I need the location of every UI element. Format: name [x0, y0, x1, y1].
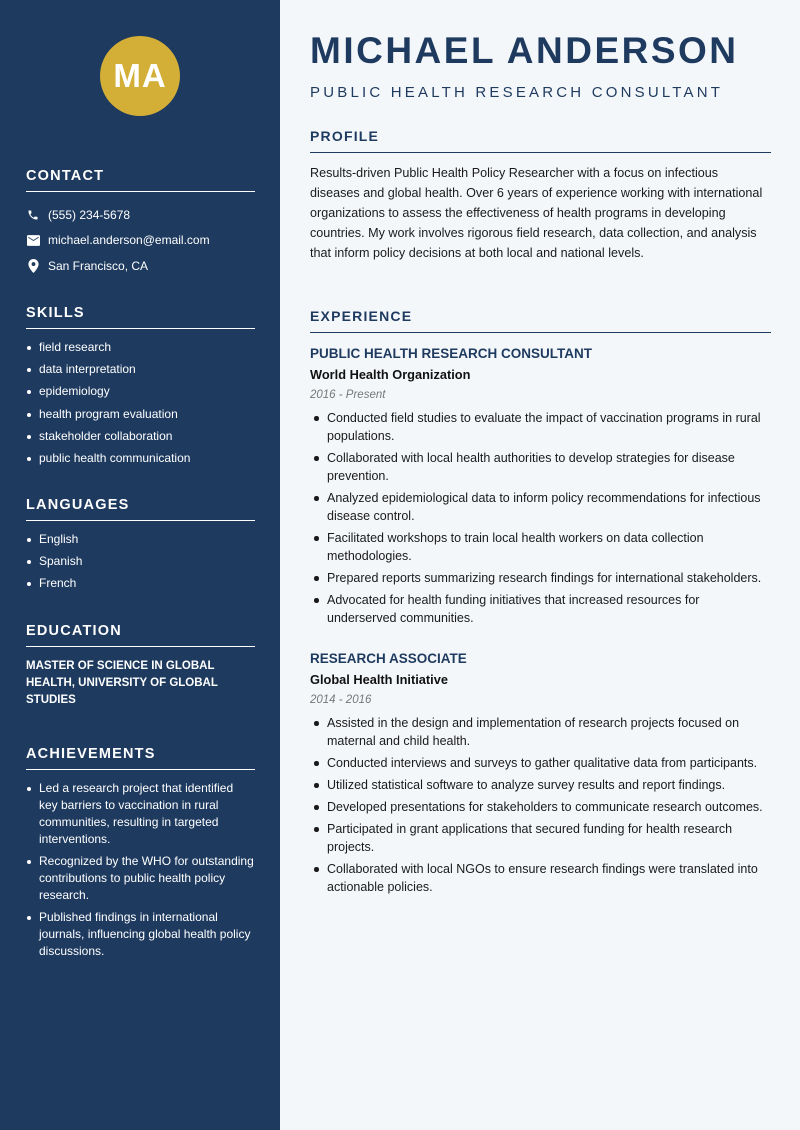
contact-phone [26, 202, 255, 228]
email-icon [26, 233, 40, 247]
job-bullets [310, 714, 771, 896]
skills-heading: SKILLS [26, 305, 255, 329]
skill-item: public health communication [26, 450, 255, 467]
job-bullet: Assisted in the design and implementation of research projects focused on maternal and child health. [310, 714, 771, 750]
achievements-section [26, 746, 255, 965]
contact-email [26, 228, 255, 254]
languages-list [26, 531, 255, 592]
job-bullet: Prepared reports summarizing research findings for international stakeholders. [310, 569, 771, 587]
job-bullet: Utilized statistical software to analyze survey results and report findings. [310, 776, 771, 794]
profile-heading: PROFILE [310, 128, 771, 153]
location-text: San Francisco, CA [48, 258, 149, 273]
language-item: French [26, 575, 255, 592]
job-bullet: Collaborated with local NGOs to ensure research findings were translated into actionable policies. [310, 860, 771, 896]
email-text: michael.anderson@email.com [48, 233, 210, 248]
languages-section [26, 497, 255, 598]
job-bullet: Collaborated with local health authorities to develop strategies for disease prevention. [310, 449, 771, 485]
language-item: English [26, 531, 255, 548]
job-entry [310, 651, 771, 900]
contact-location [26, 253, 255, 279]
job-bullet: Developed presentations for stakeholders to communicate research outcomes. [310, 798, 771, 816]
skill-item: field research [26, 339, 255, 356]
job-date: 2016 - Present [310, 389, 386, 401]
candidate-name: MICHAEL ANDERSON [310, 30, 739, 71]
skills-list [26, 339, 255, 467]
avatar [100, 36, 180, 116]
job-title: RESEARCH ASSOCIATE [310, 651, 467, 666]
job-bullet: Advocated for health funding initiatives that increased resources for underserved communities. [310, 591, 771, 627]
location-pin-icon [26, 259, 40, 273]
achievement-item: Recognized by the WHO for outstanding contributions to public health policy research. [26, 853, 255, 904]
skill-item: health program evaluation [26, 406, 255, 423]
education-degree: MASTER OF SCIENCE IN GLOBAL HEALTH, UNIVERSITY OF GLOBAL STUDIES [26, 660, 218, 706]
experience-heading: EXPERIENCE [310, 308, 771, 333]
language-item: Spanish [26, 553, 255, 570]
job-bullet: Facilitated workshops to train local health workers on data collection methodologies. [310, 529, 771, 565]
job-date: 2014 - 2016 [310, 694, 372, 706]
contact-section [26, 168, 255, 279]
phone-icon [26, 208, 40, 222]
job-entry [310, 346, 771, 631]
skill-item: epidemiology [26, 383, 255, 400]
job-title: PUBLIC HEALTH RESEARCH CONSULTANT [310, 346, 592, 361]
job-bullet: Participated in grant applications that secured funding for health research projects. [310, 820, 771, 856]
job-bullet: Conducted field studies to evaluate the impact of vaccination programs in rural populations. [310, 409, 771, 445]
job-bullet: Analyzed epidemiological data to inform policy recommendations for infectious disease control. [310, 489, 771, 525]
skill-item: stakeholder collaboration [26, 428, 255, 445]
contact-heading: CONTACT [26, 168, 255, 192]
job-organization: Global Health Initiative [310, 672, 448, 687]
profile-text: Results-driven Public Health Policy Researcher with a focus on infectious diseases and global health. Over 6 years of experience working with international organizations to assess the effectiveness of health programs in developing countries. My work involves rigorous field research, data collection, and analysis that inform policy decisions at both local and national levels. [310, 166, 763, 260]
job-organization: World Health Organization [310, 367, 471, 382]
sidebar [0, 0, 280, 1130]
achievement-item: Led a research project that identified key barriers to vaccination in rural communities, resulting in targeted interventions. [26, 780, 255, 848]
skill-item: data interpretation [26, 361, 255, 378]
languages-heading: LANGUAGES [26, 497, 255, 521]
avatar-initials: MA [113, 57, 167, 94]
achievements-heading: ACHIEVEMENTS [26, 746, 255, 770]
skills-section [26, 305, 255, 472]
education-heading: EDUCATION [26, 623, 255, 647]
achievements-list [26, 780, 255, 960]
achievement-item: Published findings in international journals, influencing global health policy discussions. [26, 909, 255, 960]
candidate-title: PUBLIC HEALTH RESEARCH CONSULTANT [310, 84, 724, 101]
education-section [26, 623, 255, 709]
job-bullet: Conducted interviews and surveys to gather qualitative data from participants. [310, 754, 771, 772]
contact-list [26, 202, 255, 279]
job-bullets [310, 409, 771, 627]
phone-text: (555) 234-5678 [48, 207, 131, 222]
